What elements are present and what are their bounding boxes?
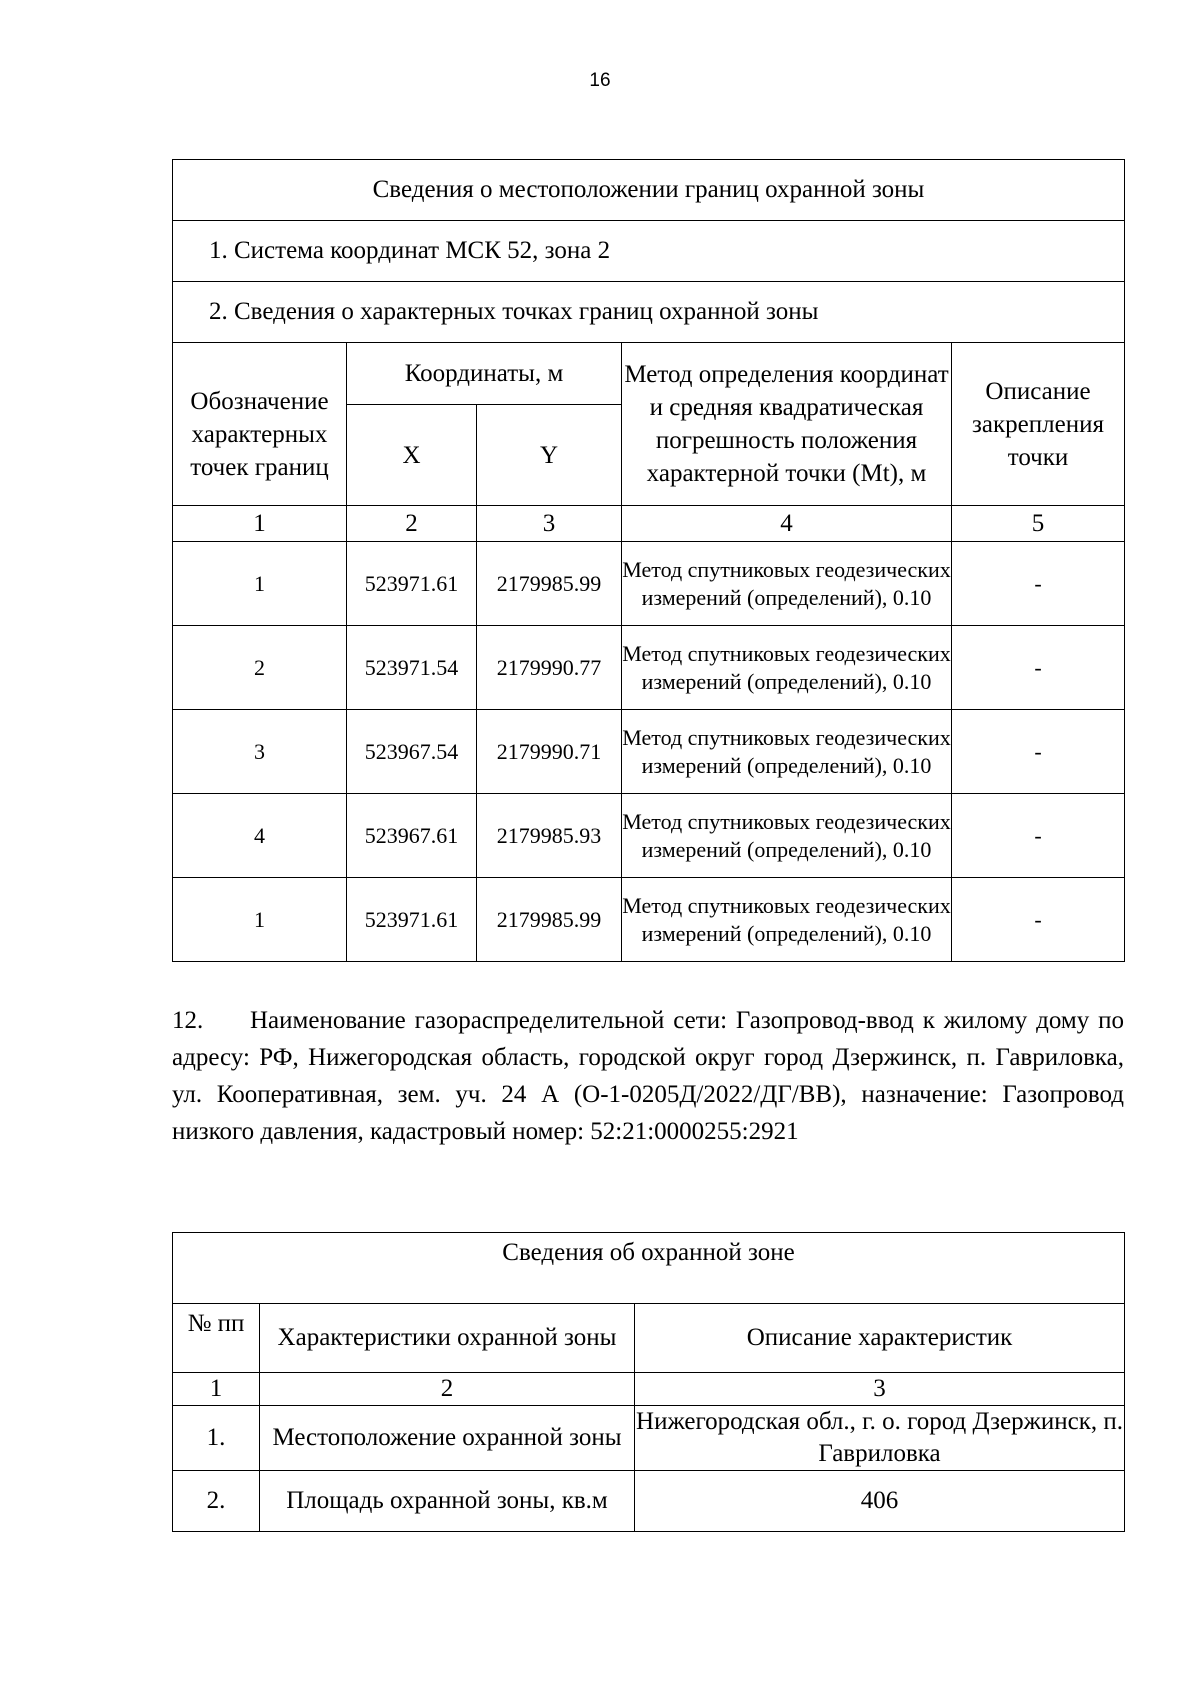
header-fixing: Описание закрепления точки — [952, 343, 1125, 506]
paragraph-number: 12. — [172, 1007, 204, 1034]
coord-x: 523971.61 — [347, 542, 477, 626]
coord-x: 523971.61 — [347, 878, 477, 962]
fixing: - — [952, 626, 1125, 710]
header-characteristics: Характеристики охранной зоны — [260, 1304, 635, 1373]
coord-x: 523971.54 — [347, 626, 477, 710]
points-heading: 2. Сведения о характерных точках границ охранной зоны — [173, 282, 1125, 343]
coord-x: 523967.61 — [347, 794, 477, 878]
column-number: 4 — [622, 506, 952, 542]
table-row — [173, 1406, 1125, 1471]
table-row — [173, 878, 1125, 962]
header-coordinates: Координаты, м — [347, 343, 622, 405]
characteristic-value: Нижегородская обл., г. о. город Дзержинск, п. Гавриловка — [635, 1406, 1125, 1471]
paragraph-text: Наименование газораспределительной сети: Газопровод-ввод к жилому дому по адресу: РФ, Нижегородская область, городской округ город Дзержинск, п. Гавриловка, ул. Кооперативная, зем. уч. 24 А (О-1-0205Д/2022/ДГ/ВВ), назначение: Газопровод низкого давления, кадастровый номер: 52:21:0000255:2921 — [172, 1007, 1124, 1145]
coord-y: 2179985.99 — [477, 878, 622, 962]
header-designation: Обозначение характерных точек границ — [173, 343, 347, 506]
point-id: 1 — [173, 542, 347, 626]
column-number: 2 — [260, 1373, 635, 1406]
coord-y: 2179985.99 — [477, 542, 622, 626]
coord-y: 2179990.77 — [477, 626, 622, 710]
table-row — [173, 710, 1125, 794]
table-title: Сведения о местоположении границ охранной зоны — [173, 160, 1125, 221]
coord-x: 523967.54 — [347, 710, 477, 794]
coord-y: 2179990.71 — [477, 710, 622, 794]
boundary-points-table — [172, 159, 1125, 962]
gas-network-paragraph — [172, 1002, 1124, 1150]
method: Метод спутниковых геодезических измерений (определений), 0.10 — [622, 878, 952, 962]
column-number: 2 — [347, 506, 477, 542]
header-x: X — [347, 405, 477, 506]
column-number: 3 — [477, 506, 622, 542]
header-y: Y — [477, 405, 622, 506]
fixing: - — [952, 794, 1125, 878]
point-id: 2 — [173, 626, 347, 710]
coord-y: 2179985.93 — [477, 794, 622, 878]
method: Метод спутниковых геодезических измерений (определений), 0.10 — [622, 542, 952, 626]
fixing: - — [952, 542, 1125, 626]
column-number: 1 — [173, 506, 347, 542]
method: Метод спутниковых геодезических измерений (определений), 0.10 — [622, 626, 952, 710]
page-number: 16 — [589, 70, 611, 91]
header-method: Метод определения координат и средняя квадратическая погрешность положения характерной точки (Mt), м — [622, 343, 952, 506]
column-number: 5 — [952, 506, 1125, 542]
row-number: 1. — [173, 1406, 260, 1471]
column-number: 3 — [635, 1373, 1125, 1406]
table-row — [173, 542, 1125, 626]
point-id: 4 — [173, 794, 347, 878]
characteristic: Местоположение охранной зоны — [260, 1406, 635, 1471]
table-title: Сведения об охранной зоне — [173, 1233, 1125, 1304]
coordinate-system: 1. Система координат МСК 52, зона 2 — [173, 221, 1125, 282]
point-id: 1 — [173, 878, 347, 962]
protection-zone-table — [172, 1232, 1125, 1532]
method: Метод спутниковых геодезических измерений (определений), 0.10 — [622, 794, 952, 878]
table-row — [173, 794, 1125, 878]
column-number: 1 — [173, 1373, 260, 1406]
fixing: - — [952, 710, 1125, 794]
header-description: Описание характеристик — [635, 1304, 1125, 1373]
method: Метод спутниковых геодезических измерений (определений), 0.10 — [622, 710, 952, 794]
row-number: 2. — [173, 1471, 260, 1532]
characteristic: Площадь охранной зоны, кв.м — [260, 1471, 635, 1532]
fixing: - — [952, 878, 1125, 962]
header-number: № пп — [173, 1304, 260, 1373]
point-id: 3 — [173, 710, 347, 794]
table-row — [173, 1471, 1125, 1532]
characteristic-value: 406 — [635, 1471, 1125, 1532]
table-row — [173, 626, 1125, 710]
